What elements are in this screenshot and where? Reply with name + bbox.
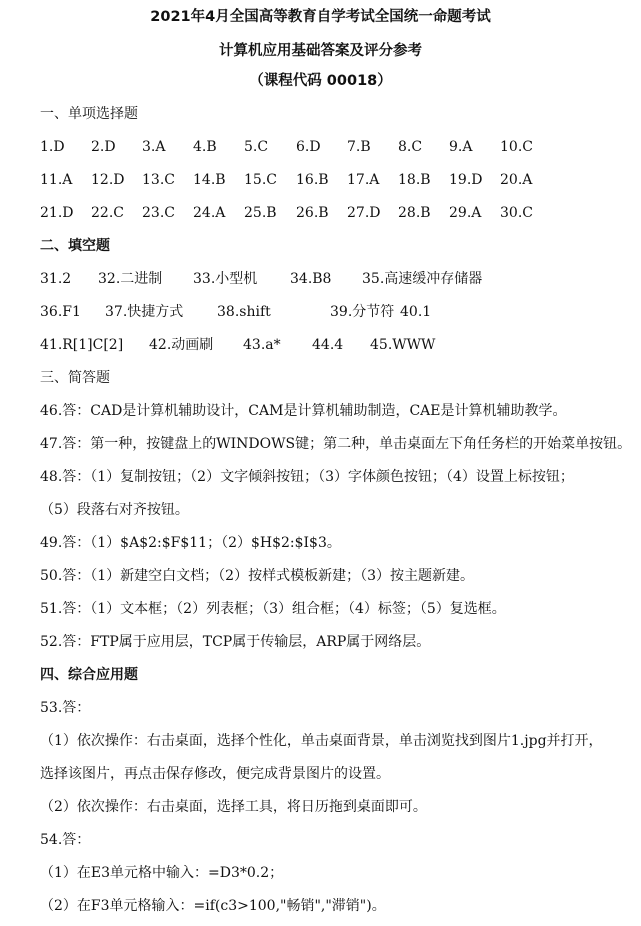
section-heading-comprehensive: 四、综合应用题 (40, 667, 138, 683)
mc-answer: 25.B (244, 205, 277, 221)
mc-answer: 3.A (142, 139, 166, 155)
mc-answer: 29.A (449, 205, 482, 221)
mc-answer: 13.C (142, 172, 175, 188)
fill-answer: 42.动画刷 (149, 337, 214, 353)
mc-answer: 19.D (449, 172, 483, 188)
section-heading-fill-blank: 二、填空题 (40, 238, 110, 254)
mc-answer: 28.B (398, 205, 431, 221)
fill-answer: 31.2 (40, 271, 72, 287)
fill-answer: 36.F1 (40, 304, 81, 320)
mc-answer: 7.B (347, 139, 371, 155)
course-code: （课程代码 00018） (249, 73, 392, 89)
mc-answer: 6.D (296, 139, 321, 155)
mc-answer: 22.C (91, 205, 124, 221)
section-heading-short-answer: 三、简答题 (40, 370, 110, 386)
fill-answer: 45.WWW (370, 337, 436, 353)
mc-answer: 27.D (347, 205, 381, 221)
fill-row (40, 303, 600, 321)
answer-53-part1-line1: （1）依次操作：右击桌面，选择个性化，单击桌面背景，单击浏览找到图片1.jpg并打开， (40, 733, 603, 749)
answer-46: 46.答：CAD是计算机辅助设计，CAM是计算机辅助制造，CAE是计算机辅助教学。 (40, 403, 567, 419)
answer-53-label: 53.答： (40, 700, 91, 716)
mc-answer: 4.B (193, 139, 217, 155)
mc-answer: 23.C (142, 205, 175, 221)
fill-answer: 35.高速缓冲存储器 (362, 271, 483, 287)
section-heading-multiple-choice: 一、单项选择题 (40, 106, 138, 122)
document-subtitle: 计算机应用基础答案及评分参考 (219, 43, 422, 59)
mc-answer: 12.D (91, 172, 125, 188)
mc-answer: 1.D (40, 139, 65, 155)
answer-53-part2: （2）依次操作：右击桌面，选择工具，将日历拖到桌面即可。 (40, 799, 427, 815)
fill-answer: 32.二进制 (98, 271, 163, 287)
mc-answer: 20.A (500, 172, 533, 188)
fill-answer: 37.快捷方式 (105, 304, 184, 320)
fill-answer: 34.B8 (290, 271, 332, 287)
mc-answer: 16.B (296, 172, 329, 188)
fill-answer: 43.a* (243, 337, 281, 353)
fill-answer: 38.shift (217, 304, 271, 320)
mc-answer: 2.D (91, 139, 116, 155)
answer-53-part1-line2: 选择该图片，再点击保存修改，便完成背景图片的设置。 (40, 766, 390, 782)
answer-51: 51.答：（1）文本框；（2）列表框；（3）组合框；（4）标签；（5）复选框。 (40, 601, 506, 617)
mc-row (40, 204, 600, 222)
answer-48-line1: 48.答：（1）复制按钮；（2）文字倾斜按钮；（3）字体颜色按钮；（4）设置上标按钮； (40, 469, 574, 485)
mc-row (40, 138, 600, 156)
fill-row (40, 270, 600, 288)
mc-answer: 9.A (449, 139, 473, 155)
fill-answer: 41.R[1]C[2] (40, 337, 124, 353)
answer-54-part2: （2）在F3单元格输入：=if(c3>100,"畅销","滞销")。 (40, 898, 386, 914)
mc-answer: 24.A (193, 205, 226, 221)
fill-answer: 33.小型机 (193, 271, 258, 287)
mc-row (40, 171, 600, 189)
fill-row (40, 336, 600, 354)
answer-49: 49.答：（1）$A$2:$F$11；（2）$H$2:$I$3。 (40, 535, 341, 551)
answer-48-line2: （5）段落右对齐按钮。 (40, 502, 189, 518)
fill-answer: 44.4 (312, 337, 344, 353)
mc-answer: 18.B (398, 172, 431, 188)
mc-answer: 21.D (40, 205, 74, 221)
fill-answer: 40.1 (400, 304, 432, 320)
answer-47: 47.答：第一种，按键盘上的WINDOWS键；第二种，单击桌面左下角任务栏的开始菜单按钮。 (40, 436, 632, 452)
mc-answer: 5.C (244, 139, 269, 155)
mc-answer: 14.B (193, 172, 226, 188)
mc-answer: 15.C (244, 172, 277, 188)
fill-answer: 39.分节符 (330, 304, 395, 320)
mc-answer: 17.A (347, 172, 380, 188)
answer-50: 50.答：（1）新建空白文档；（2）按样式模板新建；（3）按主题新建。 (40, 568, 474, 584)
answer-54-part1: （1）在E3单元格中输入：=D3*0.2； (40, 865, 284, 881)
mc-answer: 8.C (398, 139, 423, 155)
mc-answer: 10.C (500, 139, 533, 155)
document-title: 2021年4月全国高等教育自学考试全国统一命题考试 (150, 9, 491, 25)
mc-answer: 26.B (296, 205, 329, 221)
answer-52: 52.答：FTP属于应用层，TCP属于传输层，ARP属于网络层。 (40, 634, 431, 650)
answer-54-label: 54.答： (40, 832, 91, 848)
mc-answer: 11.A (40, 172, 73, 188)
mc-answer: 30.C (500, 205, 533, 221)
